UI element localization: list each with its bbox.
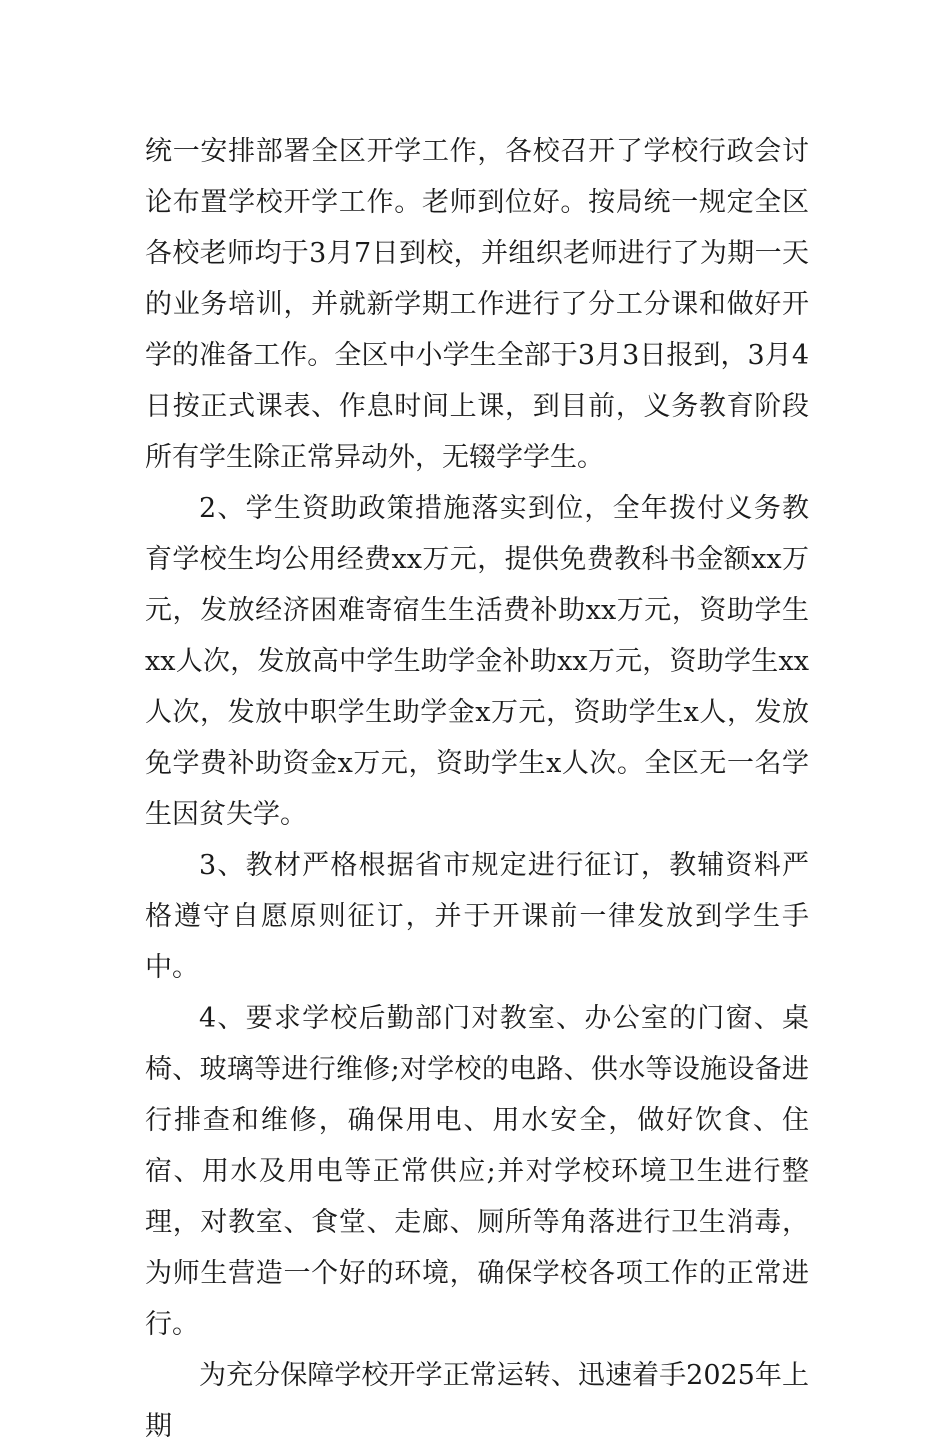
paragraph-textbooks: 3、教材严格根据省市规定进行征订，教辅资料严格遵守自愿原则征订，并于开课前一律发放到学生手中。 <box>145 850 809 983</box>
paragraph-logistics: 4、要求学校后勤部门对教室、办公室的门窗、桌椅、玻璃等进行维修;对学校的电路、供水等设施设备进行排查和维修，确保用电、用水安全，做好饮食、住宿、用水及用电等正常供应;并对学校环境卫生进行整理，对教室、食堂、走廊、厕所等角落进行卫生消毒，为师生营造一个好的环境，确保学校各项工作的正常进行。 <box>145 1003 809 1340</box>
paragraph-closing: 为充分保障学校开学正常运转、迅速着手2025年上期 <box>145 1360 809 1442</box>
body-text <box>145 126 809 1452</box>
paragraph-student-aid: 2、学生资助政策措施落实到位，全年拨付义务教育学校生均公用经费xx万元，提供免费教科书金额xx万元，发放经济困难寄宿生生活费补助xx万元，资助学生xx人次，发放高中学生助学金补助xx万元，资助学生xx人次，发放中职学生助学金x万元，资助学生x人，发放免学费补助资金x万元，资助学生x人次。全区无一名学生因贫失学。 <box>145 493 809 830</box>
paragraph-continuation: 统一安排部署全区开学工作，各校召开了学校行政会讨论布置学校开学工作。老师到位好。按局统一规定全区各校老师均于3月7日到校，并组织老师进行了为期一天的业务培训，并就新学期工作进行了分工分课和做好开学的准备工作。全区中小学生全部于3月3日报到，3月4日按正式课表、作息时间上课，到目前，义务教育阶段所有学生除正常异动外，无辍学学生。 <box>145 136 809 473</box>
